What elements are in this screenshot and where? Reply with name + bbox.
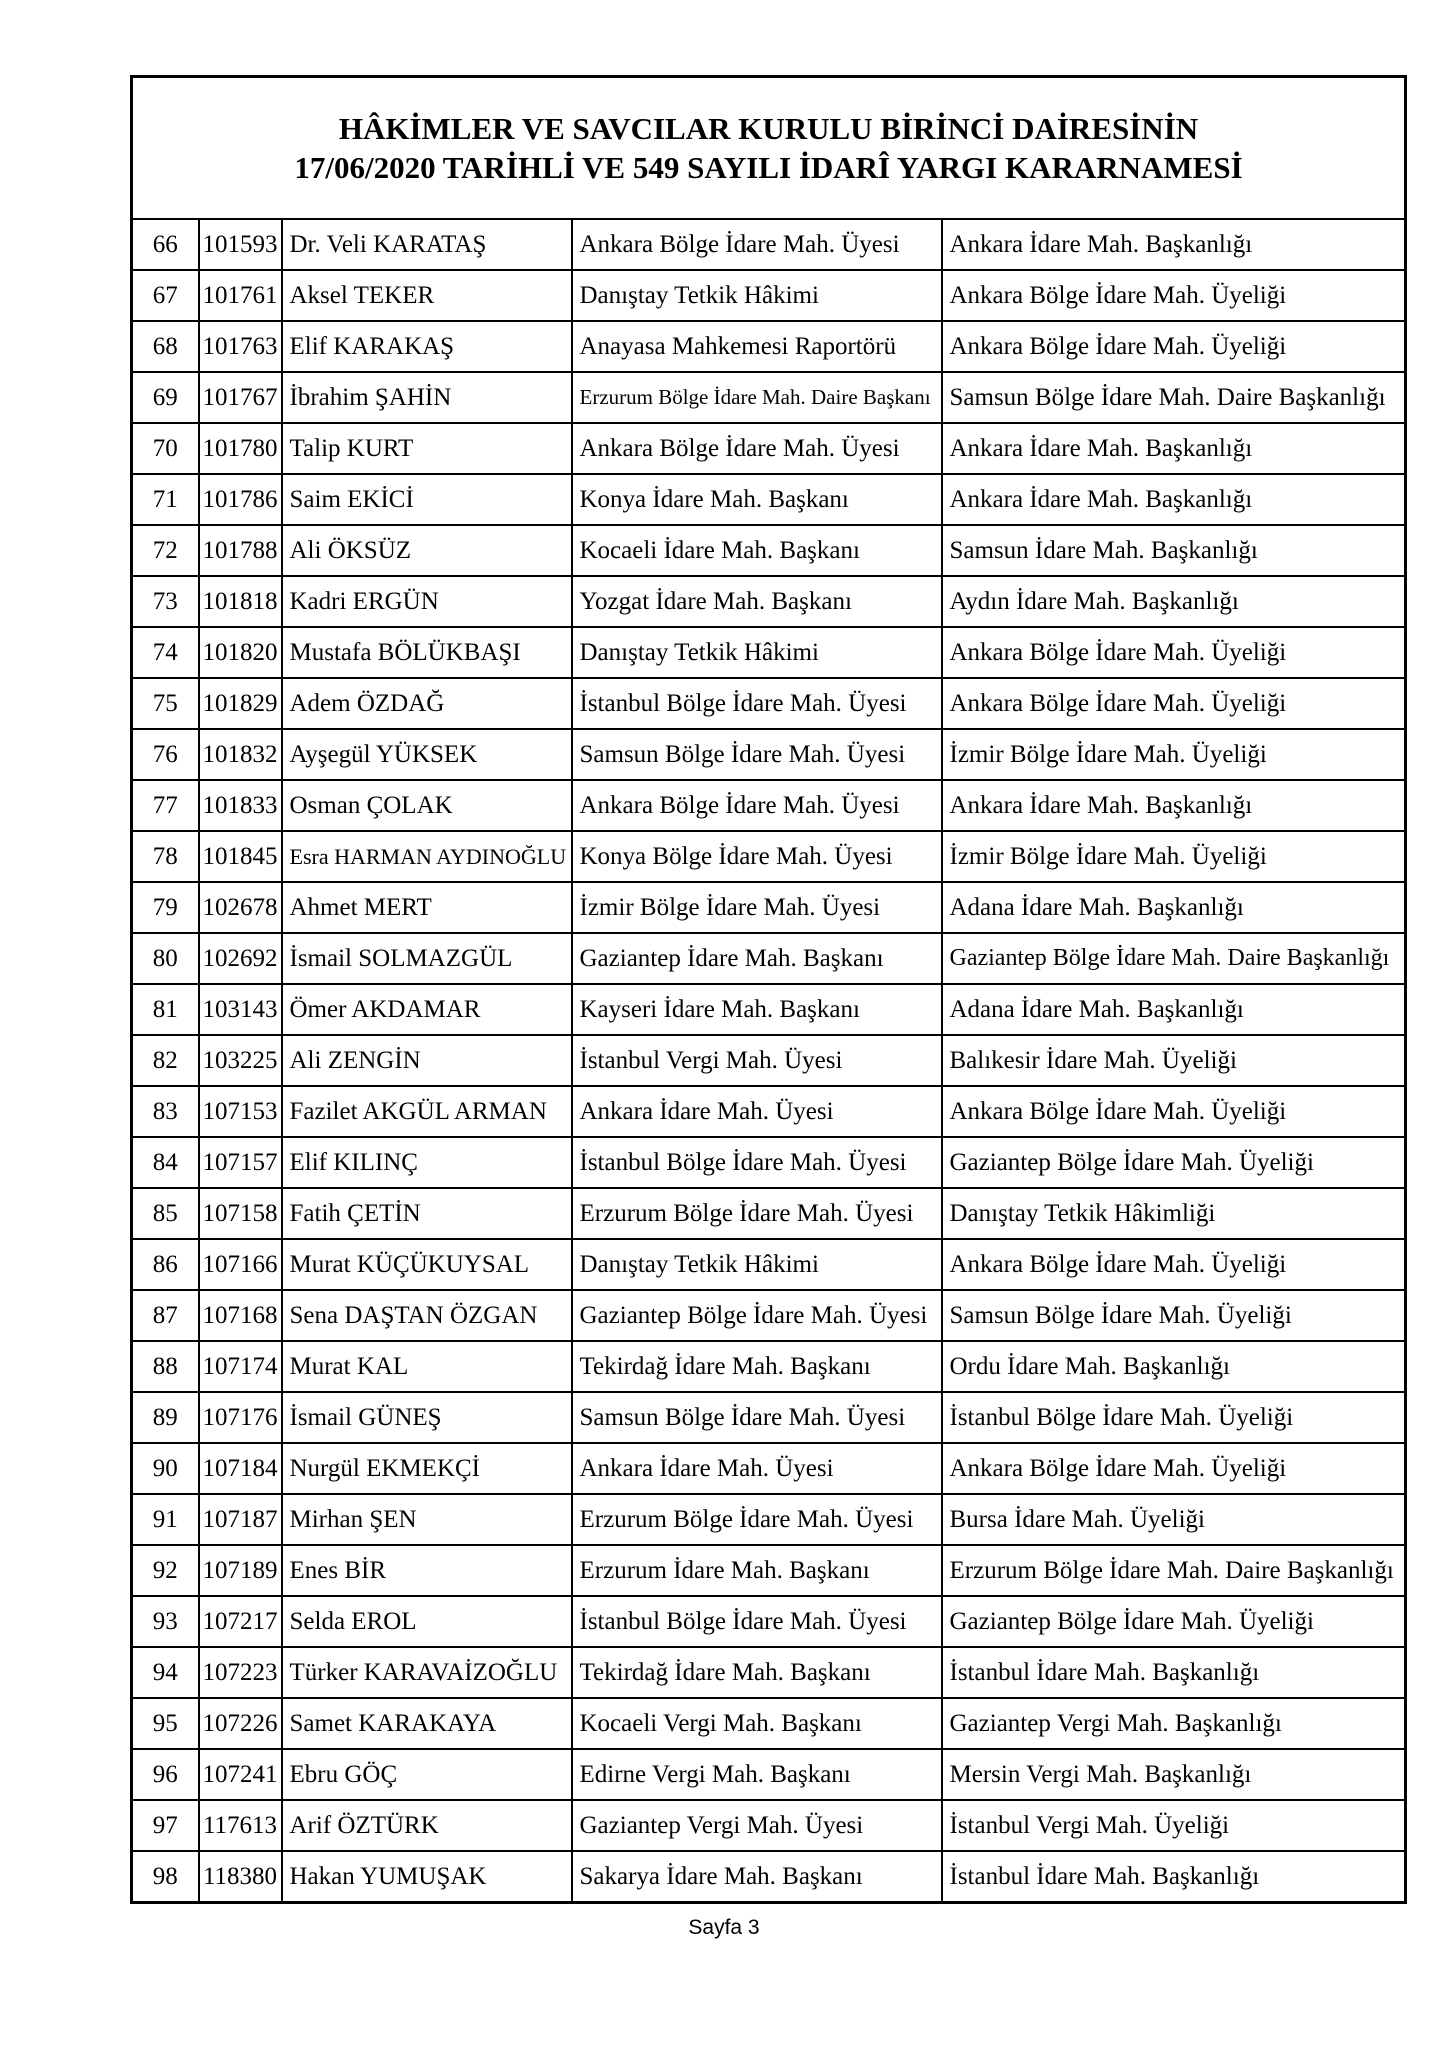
registry-number-cell: 107157 (199, 1137, 282, 1188)
table-row (132, 831, 1406, 882)
registry-number-cell: 107217 (199, 1596, 282, 1647)
name-cell: Nurgül EKMEKÇİ (282, 1443, 572, 1494)
table-row (132, 1188, 1406, 1239)
new-post-cell: Ankara Bölge İdare Mah. Üyeliği (942, 627, 1406, 678)
name-cell: Ahmet MERT (282, 882, 572, 933)
name-cell: Sena DAŞTAN ÖZGAN (282, 1290, 572, 1341)
title-row (132, 77, 1406, 220)
registry-number-cell: 103143 (199, 984, 282, 1035)
name-cell: İsmail SOLMAZGÜL (282, 933, 572, 984)
current-post-cell: Gaziantep Vergi Mah. Üyesi (572, 1800, 942, 1851)
new-post-cell: Balıkesir İdare Mah. Üyeliği (942, 1035, 1406, 1086)
name-cell: Fazilet AKGÜL ARMAN (282, 1086, 572, 1137)
new-post-cell: İstanbul Vergi Mah. Üyeliği (942, 1800, 1406, 1851)
new-post-cell: Erzurum Bölge İdare Mah. Daire Başkanlığı (942, 1545, 1406, 1596)
registry-number-cell: 101832 (199, 729, 282, 780)
row-number-cell: 79 (132, 882, 199, 933)
registry-number-cell: 117613 (199, 1800, 282, 1851)
table-row (132, 1749, 1406, 1800)
new-post-cell: Ankara Bölge İdare Mah. Üyeliği (942, 1443, 1406, 1494)
name-cell: Adem ÖZDAĞ (282, 678, 572, 729)
registry-number-cell: 118380 (199, 1851, 282, 1903)
new-post-cell: İstanbul İdare Mah. Başkanlığı (942, 1851, 1406, 1903)
new-post-cell: İzmir Bölge İdare Mah. Üyeliği (942, 831, 1406, 882)
table-row (132, 1596, 1406, 1647)
row-number-cell: 74 (132, 627, 199, 678)
name-cell: Talip KURT (282, 423, 572, 474)
registry-number-cell: 107153 (199, 1086, 282, 1137)
name-cell: Samet KARAKAYA (282, 1698, 572, 1749)
registry-number-cell: 107223 (199, 1647, 282, 1698)
row-number-cell: 68 (132, 321, 199, 372)
name-cell: Elif KILINÇ (282, 1137, 572, 1188)
registry-number-cell: 107174 (199, 1341, 282, 1392)
table-row (132, 321, 1406, 372)
table-row (132, 933, 1406, 984)
name-cell: Osman ÇOLAK (282, 780, 572, 831)
new-post-cell: Adana İdare Mah. Başkanlığı (942, 984, 1406, 1035)
table-row (132, 1086, 1406, 1137)
table-row (132, 423, 1406, 474)
new-post-cell: Gaziantep Bölge İdare Mah. Daire Başkanlığı (942, 933, 1406, 984)
name-cell: Ömer AKDAMAR (282, 984, 572, 1035)
table-row (132, 1851, 1406, 1903)
current-post-cell: Ankara Bölge İdare Mah. Üyesi (572, 423, 942, 474)
name-cell: Aksel TEKER (282, 270, 572, 321)
name-cell: Mustafa BÖLÜKBAŞI (282, 627, 572, 678)
current-post-cell: Gaziantep İdare Mah. Başkanı (572, 933, 942, 984)
appointments-rows (132, 219, 1406, 1903)
name-cell: Murat KAL (282, 1341, 572, 1392)
registry-number-cell: 101788 (199, 525, 282, 576)
table-row (132, 1545, 1406, 1596)
table-row (132, 882, 1406, 933)
registry-number-cell: 102692 (199, 933, 282, 984)
new-post-cell: Adana İdare Mah. Başkanlığı (942, 882, 1406, 933)
new-post-cell: Ankara İdare Mah. Başkanlığı (942, 780, 1406, 831)
name-cell: Türker KARAVAİZOĞLU (282, 1647, 572, 1698)
page-number: Sayfa 3 (688, 1916, 760, 1939)
current-post-cell: Kayseri İdare Mah. Başkanı (572, 984, 942, 1035)
new-post-cell: Ankara Bölge İdare Mah. Üyeliği (942, 678, 1406, 729)
table-row (132, 1137, 1406, 1188)
decree-appointments-table (130, 75, 1407, 1904)
row-number-cell: 86 (132, 1239, 199, 1290)
table-row (132, 1035, 1406, 1086)
registry-number-cell: 101593 (199, 219, 282, 270)
registry-number-cell: 107241 (199, 1749, 282, 1800)
current-post-cell: Ankara Bölge İdare Mah. Üyesi (572, 780, 942, 831)
registry-number-cell: 103225 (199, 1035, 282, 1086)
registry-number-cell: 101786 (199, 474, 282, 525)
registry-number-cell: 101767 (199, 372, 282, 423)
new-post-cell: Bursa İdare Mah. Üyeliği (942, 1494, 1406, 1545)
registry-number-cell: 101780 (199, 423, 282, 474)
row-number-cell: 95 (132, 1698, 199, 1749)
row-number-cell: 78 (132, 831, 199, 882)
registry-number-cell: 101761 (199, 270, 282, 321)
row-number-cell: 75 (132, 678, 199, 729)
title-line-2: 17/06/2020 TARİHLİ VE 549 SAYILI İDARÎ YARGI KARARNAMESİ (294, 150, 1243, 185)
name-cell: Mirhan ŞEN (282, 1494, 572, 1545)
table-row (132, 1647, 1406, 1698)
name-cell: İbrahim ŞAHİN (282, 372, 572, 423)
current-post-cell: Danıştay Tetkik Hâkimi (572, 1239, 942, 1290)
row-number-cell: 88 (132, 1341, 199, 1392)
table-row (132, 1443, 1406, 1494)
table-row (132, 1494, 1406, 1545)
current-post-cell: Danıştay Tetkik Hâkimi (572, 270, 942, 321)
row-number-cell: 84 (132, 1137, 199, 1188)
row-number-cell: 69 (132, 372, 199, 423)
name-cell: Arif ÖZTÜRK (282, 1800, 572, 1851)
new-post-cell: Aydın İdare Mah. Başkanlığı (942, 576, 1406, 627)
new-post-cell: Gaziantep Bölge İdare Mah. Üyeliği (942, 1596, 1406, 1647)
current-post-cell: Erzurum Bölge İdare Mah. Daire Başkanı (572, 372, 942, 423)
current-post-cell: Samsun Bölge İdare Mah. Üyesi (572, 1392, 942, 1443)
registry-number-cell: 101829 (199, 678, 282, 729)
current-post-cell: Samsun Bölge İdare Mah. Üyesi (572, 729, 942, 780)
table-row (132, 219, 1406, 270)
row-number-cell: 83 (132, 1086, 199, 1137)
new-post-cell: Ankara İdare Mah. Başkanlığı (942, 474, 1406, 525)
name-cell: Fatih ÇETİN (282, 1188, 572, 1239)
registry-number-cell: 101820 (199, 627, 282, 678)
row-number-cell: 82 (132, 1035, 199, 1086)
registry-number-cell: 107166 (199, 1239, 282, 1290)
new-post-cell: Ankara İdare Mah. Başkanlığı (942, 423, 1406, 474)
table-row (132, 780, 1406, 831)
name-cell: Saim EKİCİ (282, 474, 572, 525)
new-post-cell: Ankara Bölge İdare Mah. Üyeliği (942, 1086, 1406, 1137)
table-row (132, 1290, 1406, 1341)
row-number-cell: 94 (132, 1647, 199, 1698)
current-post-cell: Ankara Bölge İdare Mah. Üyesi (572, 219, 942, 270)
row-number-cell: 71 (132, 474, 199, 525)
current-post-cell: Ankara İdare Mah. Üyesi (572, 1086, 942, 1137)
table-row (132, 1698, 1406, 1749)
table-row (132, 627, 1406, 678)
row-number-cell: 90 (132, 1443, 199, 1494)
new-post-cell: Samsun Bölge İdare Mah. Daire Başkanlığı (942, 372, 1406, 423)
new-post-cell: Gaziantep Vergi Mah. Başkanlığı (942, 1698, 1406, 1749)
table-row (132, 270, 1406, 321)
current-post-cell: Tekirdağ İdare Mah. Başkanı (572, 1647, 942, 1698)
row-number-cell: 80 (132, 933, 199, 984)
name-cell: Enes BİR (282, 1545, 572, 1596)
row-number-cell: 73 (132, 576, 199, 627)
new-post-cell: Ankara Bölge İdare Mah. Üyeliği (942, 1239, 1406, 1290)
new-post-cell: İstanbul İdare Mah. Başkanlığı (942, 1647, 1406, 1698)
registry-number-cell: 107176 (199, 1392, 282, 1443)
table-row (132, 678, 1406, 729)
title-line-1: HÂKİMLER VE SAVCILAR KURULU BİRİNCİ DAİRESİNİN (338, 111, 1199, 146)
current-post-cell: Danıştay Tetkik Hâkimi (572, 627, 942, 678)
row-number-cell: 72 (132, 525, 199, 576)
table-row (132, 1239, 1406, 1290)
row-number-cell: 81 (132, 984, 199, 1035)
row-number-cell: 92 (132, 1545, 199, 1596)
name-cell: Ali ZENGİN (282, 1035, 572, 1086)
current-post-cell: Sakarya İdare Mah. Başkanı (572, 1851, 942, 1903)
name-cell: Hakan YUMUŞAK (282, 1851, 572, 1903)
registry-number-cell: 107189 (199, 1545, 282, 1596)
table-row (132, 1800, 1406, 1851)
table-row (132, 474, 1406, 525)
name-cell: Ebru GÖÇ (282, 1749, 572, 1800)
table-row (132, 984, 1406, 1035)
current-post-cell: İstanbul Bölge İdare Mah. Üyesi (572, 1596, 942, 1647)
registry-number-cell: 107187 (199, 1494, 282, 1545)
current-post-cell: Konya Bölge İdare Mah. Üyesi (572, 831, 942, 882)
current-post-cell: İstanbul Bölge İdare Mah. Üyesi (572, 678, 942, 729)
current-post-cell: Yozgat İdare Mah. Başkanı (572, 576, 942, 627)
registry-number-cell: 107168 (199, 1290, 282, 1341)
new-post-cell: İstanbul Bölge İdare Mah. Üyeliği (942, 1392, 1406, 1443)
table-row (132, 729, 1406, 780)
current-post-cell: Anayasa Mahkemesi Raportörü (572, 321, 942, 372)
new-post-cell: Ordu İdare Mah. Başkanlığı (942, 1341, 1406, 1392)
row-number-cell: 77 (132, 780, 199, 831)
current-post-cell: Erzurum İdare Mah. Başkanı (572, 1545, 942, 1596)
current-post-cell: Tekirdağ İdare Mah. Başkanı (572, 1341, 942, 1392)
registry-number-cell: 101845 (199, 831, 282, 882)
new-post-cell: İzmir Bölge İdare Mah. Üyeliği (942, 729, 1406, 780)
table-row (132, 525, 1406, 576)
name-cell: İsmail GÜNEŞ (282, 1392, 572, 1443)
current-post-cell: Erzurum Bölge İdare Mah. Üyesi (572, 1188, 942, 1239)
new-post-cell: Samsun Bölge İdare Mah. Üyeliği (942, 1290, 1406, 1341)
new-post-cell: Ankara Bölge İdare Mah. Üyeliği (942, 321, 1406, 372)
row-number-cell: 85 (132, 1188, 199, 1239)
registry-number-cell: 102678 (199, 882, 282, 933)
new-post-cell: Ankara İdare Mah. Başkanlığı (942, 219, 1406, 270)
name-cell: Dr. Veli KARATAŞ (282, 219, 572, 270)
name-cell: Murat KÜÇÜKUYSAL (282, 1239, 572, 1290)
registry-number-cell: 101763 (199, 321, 282, 372)
new-post-cell: Samsun İdare Mah. Başkanlığı (942, 525, 1406, 576)
current-post-cell: Ankara İdare Mah. Üyesi (572, 1443, 942, 1494)
registry-number-cell: 107226 (199, 1698, 282, 1749)
row-number-cell: 91 (132, 1494, 199, 1545)
row-number-cell: 67 (132, 270, 199, 321)
registry-number-cell: 107184 (199, 1443, 282, 1494)
name-cell: Selda EROL (282, 1596, 572, 1647)
row-number-cell: 96 (132, 1749, 199, 1800)
current-post-cell: Gaziantep Bölge İdare Mah. Üyesi (572, 1290, 942, 1341)
row-number-cell: 89 (132, 1392, 199, 1443)
name-cell: Elif KARAKAŞ (282, 321, 572, 372)
row-number-cell: 93 (132, 1596, 199, 1647)
registry-number-cell: 107158 (199, 1188, 282, 1239)
new-post-cell: Danıştay Tetkik Hâkimliği (942, 1188, 1406, 1239)
current-post-cell: İstanbul Vergi Mah. Üyesi (572, 1035, 942, 1086)
registry-number-cell: 101833 (199, 780, 282, 831)
table-row (132, 1392, 1406, 1443)
table-row (132, 372, 1406, 423)
document-title (132, 77, 1406, 220)
current-post-cell: Kocaeli İdare Mah. Başkanı (572, 525, 942, 576)
name-cell: Ali ÖKSÜZ (282, 525, 572, 576)
table-row (132, 576, 1406, 627)
row-number-cell: 87 (132, 1290, 199, 1341)
name-cell: Kadri ERGÜN (282, 576, 572, 627)
current-post-cell: İstanbul Bölge İdare Mah. Üyesi (572, 1137, 942, 1188)
current-post-cell: İzmir Bölge İdare Mah. Üyesi (572, 882, 942, 933)
current-post-cell: Kocaeli Vergi Mah. Başkanı (572, 1698, 942, 1749)
row-number-cell: 66 (132, 219, 199, 270)
row-number-cell: 98 (132, 1851, 199, 1903)
new-post-cell: Gaziantep Bölge İdare Mah. Üyeliği (942, 1137, 1406, 1188)
new-post-cell: Mersin Vergi Mah. Başkanlığı (942, 1749, 1406, 1800)
name-cell: Ayşegül YÜKSEK (282, 729, 572, 780)
registry-number-cell: 101818 (199, 576, 282, 627)
current-post-cell: Konya İdare Mah. Başkanı (572, 474, 942, 525)
current-post-cell: Erzurum Bölge İdare Mah. Üyesi (572, 1494, 942, 1545)
row-number-cell: 97 (132, 1800, 199, 1851)
current-post-cell: Edirne Vergi Mah. Başkanı (572, 1749, 942, 1800)
name-cell: Esra HARMAN AYDINOĞLU (282, 831, 572, 882)
table-row (132, 1341, 1406, 1392)
row-number-cell: 76 (132, 729, 199, 780)
new-post-cell: Ankara Bölge İdare Mah. Üyeliği (942, 270, 1406, 321)
row-number-cell: 70 (132, 423, 199, 474)
